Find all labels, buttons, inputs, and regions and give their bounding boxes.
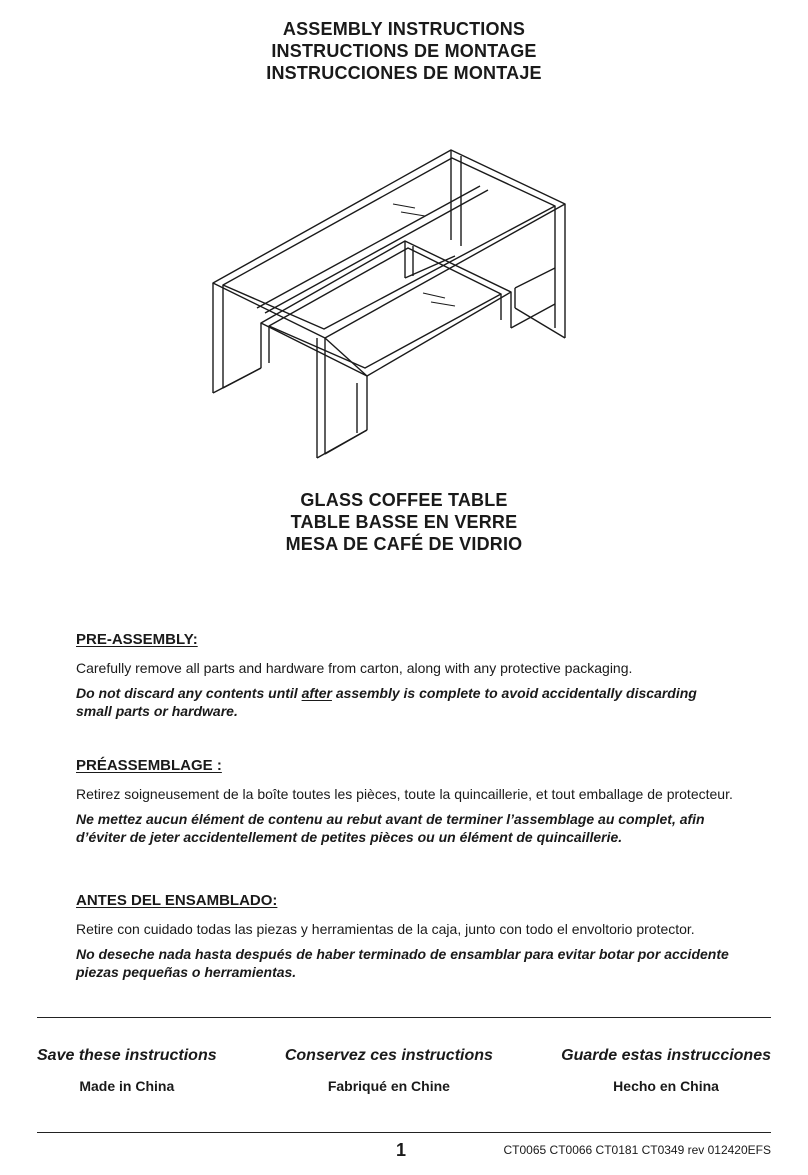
made-in-es: Hecho en China xyxy=(613,1078,719,1094)
footer-col-en xyxy=(37,1046,217,1094)
save-instructions-es: Guarde estas instrucciones xyxy=(561,1047,771,1064)
section-heading: ANTES DEL ENSAMBLADO: xyxy=(76,892,278,909)
title-fr: INSTRUCTIONS DE MONTAGE xyxy=(271,41,537,61)
document-title xyxy=(0,18,808,84)
made-in-fr: Fabriqué en Chine xyxy=(327,1078,450,1094)
save-instructions-fr: Conservez ces instructions xyxy=(284,1047,493,1064)
product-title-fr: TABLE BASSE EN VERRE xyxy=(290,512,518,532)
product-title-es: MESA DE CAFÉ DE VIDRIO xyxy=(285,534,523,554)
title-en: ASSEMBLY INSTRUCTIONS xyxy=(282,19,526,39)
pre-assembly-fr xyxy=(76,757,736,846)
footer-col-fr xyxy=(285,1046,493,1094)
title-es: INSTRUCCIONES DE MONTAJE xyxy=(266,63,542,83)
save-instructions-en: Save these instructions xyxy=(37,1047,217,1064)
section-body: Retire con cuidado todas las piezas y herramientas de la caja, junto con todo el envoltorio protector. xyxy=(76,921,695,937)
section-warning: Ne mettez aucun élément de contenu au rebut avant de terminer l’assemblage au complet, afin d’éviter de jeter accidentellement de petites pièces ou un élément de quincaillerie. xyxy=(76,811,705,845)
made-in-en: Made in China xyxy=(79,1078,175,1094)
divider-bottom xyxy=(37,1132,771,1133)
product-title xyxy=(0,489,808,555)
product-title-en: GLASS COFFEE TABLE xyxy=(300,490,508,510)
section-warning: No deseche nada hasta después de haber terminado de ensamblar para evitar botar por accidente piezas pequeñas o herramientas. xyxy=(76,946,729,980)
page-number: 1 xyxy=(396,1140,407,1160)
footer-columns xyxy=(37,1046,771,1094)
section-body: Carefully remove all parts and hardware from carton, along with any protective packaging. xyxy=(76,660,633,676)
pre-assembly-es xyxy=(76,892,736,981)
model-code: CT0065 CT0066 CT0181 CT0349 rev 012420EFS xyxy=(503,1143,771,1157)
footer-col-es xyxy=(561,1046,771,1094)
pre-assembly-en xyxy=(76,631,736,720)
coffee-table-illustration xyxy=(205,148,577,463)
section-body: Retirez soigneusement de la boîte toutes les pièces, toute la quincaillerie, et tout emballage de protecteur. xyxy=(76,786,733,802)
section-heading: PRÉASSEMBLAGE : xyxy=(76,757,222,774)
section-warning: Do not discard any contents until after assembly is complete to avoid accidentally discarding small parts or hardware. xyxy=(76,685,697,719)
section-heading: PRE-ASSEMBLY: xyxy=(76,631,198,648)
divider-top xyxy=(37,1017,771,1018)
